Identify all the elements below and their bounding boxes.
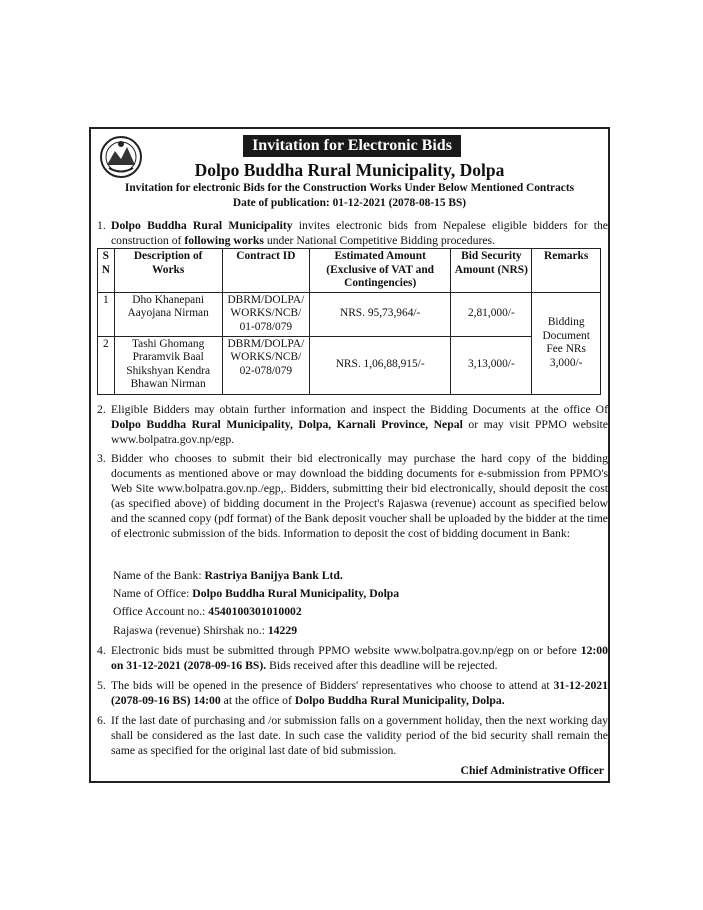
bank-name-value: Rastriya Banijya Bank Ltd. — [204, 569, 343, 582]
paragraph-6 — [97, 713, 608, 758]
cell-description: Tashi Ghomang Praramvik Baal Shikshyan Kendra Bhawan Nirman — [114, 336, 222, 394]
header-estimated-amount: Estimated Amount (Exclusive of VAT and Contingencies) — [310, 249, 451, 293]
bank-name — [113, 568, 343, 583]
cell-remarks: Bidding Document Fee NRs 3,000/- — [532, 292, 601, 394]
cell-amount: NRS. 95,73,964/- — [310, 292, 451, 336]
cell-sn: 2 — [98, 336, 115, 394]
table-header-row — [98, 249, 601, 293]
office-account-value: 4540100301010002 — [208, 605, 302, 618]
rajaswa-shirshak — [113, 623, 297, 638]
text: The bids will be opened in the presence of Bidders' representatives who choose to attend at — [111, 679, 554, 692]
paragraph-1 — [97, 218, 608, 248]
paragraph-number: 1. — [97, 219, 106, 232]
paragraph-number: 2. — [97, 403, 106, 416]
text: Electronic bids must be submitted through PPMO website www.bolpatra.gov.np/egp on or before — [111, 644, 581, 657]
header-description: Description of Works — [114, 249, 222, 293]
cell-contract-id: DBRM/DOLPA/ WORKS/NCB/ 02-078/079 — [222, 336, 309, 394]
label: Name of the Bank: — [113, 569, 205, 582]
cell-description: Dho Khanepani Aayojana Nirman — [114, 292, 222, 336]
header-bid-security: Bid Security Amount (NRS) — [451, 249, 532, 293]
paragraph-5 — [97, 678, 608, 708]
bold-text: 31-12-2021 (2078-09-16 BS) 14:00 — [111, 679, 608, 707]
bid-notice — [89, 127, 610, 783]
paragraph-number: 4. — [97, 644, 106, 657]
works-table — [97, 248, 601, 395]
publication-date: Date of publication: 01-12-2021 (2078-08-15 BS) — [232, 197, 467, 209]
table-row — [98, 292, 601, 336]
notice-banner: Invitation for Electronic Bids — [243, 135, 461, 157]
office-account — [113, 604, 302, 619]
bold-text: Dolpo Buddha Rural Municipality, Dolpa, Karnali Province, Nepal — [111, 418, 463, 431]
text: at the office of — [220, 694, 295, 707]
paragraph-2 — [97, 402, 608, 447]
rajaswa-shirshak-value: 14229 — [267, 624, 298, 637]
org-name: Dolpo Buddha Rural Municipality, Dolpa — [194, 160, 505, 180]
cell-sn: 1 — [98, 292, 115, 336]
header-contract-id: Contract ID — [222, 249, 309, 293]
label: Office Account no.: — [113, 605, 209, 618]
office-name-value: Dolpo Buddha Rural Municipality, Dolpa — [192, 587, 400, 600]
label: Name of Office: — [113, 587, 193, 600]
cell-contract-id: DBRM/DOLPA/ WORKS/NCB/ 01-078/079 — [222, 292, 309, 336]
paragraph-3 — [97, 451, 608, 541]
label: Rajaswa (revenue) Shirshak no.: — [113, 624, 268, 637]
header-remarks: Remarks — [532, 249, 601, 293]
notice-subtitle: Invitation for electronic Bids for the Construction Works Under Below Mentioned Contracts — [124, 182, 575, 194]
bold-text: Dolpo Buddha Rural Municipality — [111, 219, 293, 232]
paragraph-number: 3. — [97, 452, 106, 465]
cell-security: 3,13,000/- — [451, 336, 532, 394]
header-sn: S N — [98, 249, 115, 293]
paragraph-number: 5. — [97, 679, 106, 692]
text: If the last date of purchasing and /or submission falls on a government holiday, then the next working day shall be considered as the last date. In such case the validity period of the bid security shall remain the same as specified for the original last date of bid submission. — [111, 714, 608, 757]
office-name — [113, 586, 399, 601]
paragraph-4 — [97, 643, 608, 673]
text: under National Competitive Bidding procedures. — [263, 234, 496, 247]
text: invites electronic bids from Nepalese eligible bidders for the construction of — [111, 219, 608, 247]
text: Bids received after this deadline will be rejected. — [266, 659, 498, 672]
paragraph-number: 6. — [97, 714, 106, 727]
bold-text: following works — [184, 234, 264, 247]
cell-security: 2,81,000/- — [451, 292, 532, 336]
bold-text: Dolpo Buddha Rural Municipality, Dolpa. — [294, 694, 505, 707]
text: or may visit PPMO website www.bolpatra.gov.np/egp. — [111, 418, 608, 446]
text: Eligible Bidders may obtain further information and inspect the Bidding Documents at the office Of — [111, 403, 608, 416]
bold-text: 12:00 on 31-12-2021 (2078-09-16 BS). — [111, 644, 608, 672]
table-row — [98, 336, 601, 394]
cell-amount: NRS. 1,06,88,915/- — [310, 336, 451, 394]
signatory: Chief Administrative Officer — [460, 764, 604, 777]
text: Bidder who chooses to submit their bid electronically may purchase the hard copy of the bidding documents as mentioned above or may download the bidding documents for e-submission from PPMO's Web Site www.bolpatra.gov.np./egp,. Bidders, submitting their bid electronically, should deposit the cost (as specified above) of bidding document in the Project's Rajaswa (revenue) account as specified below and the scanned copy (pdf format) of the Bank deposit voucher shall be uploaded by the bidder at the time of electronic submission of the bids. Information to deposit the cost of bidding document in Bank: — [111, 452, 608, 540]
